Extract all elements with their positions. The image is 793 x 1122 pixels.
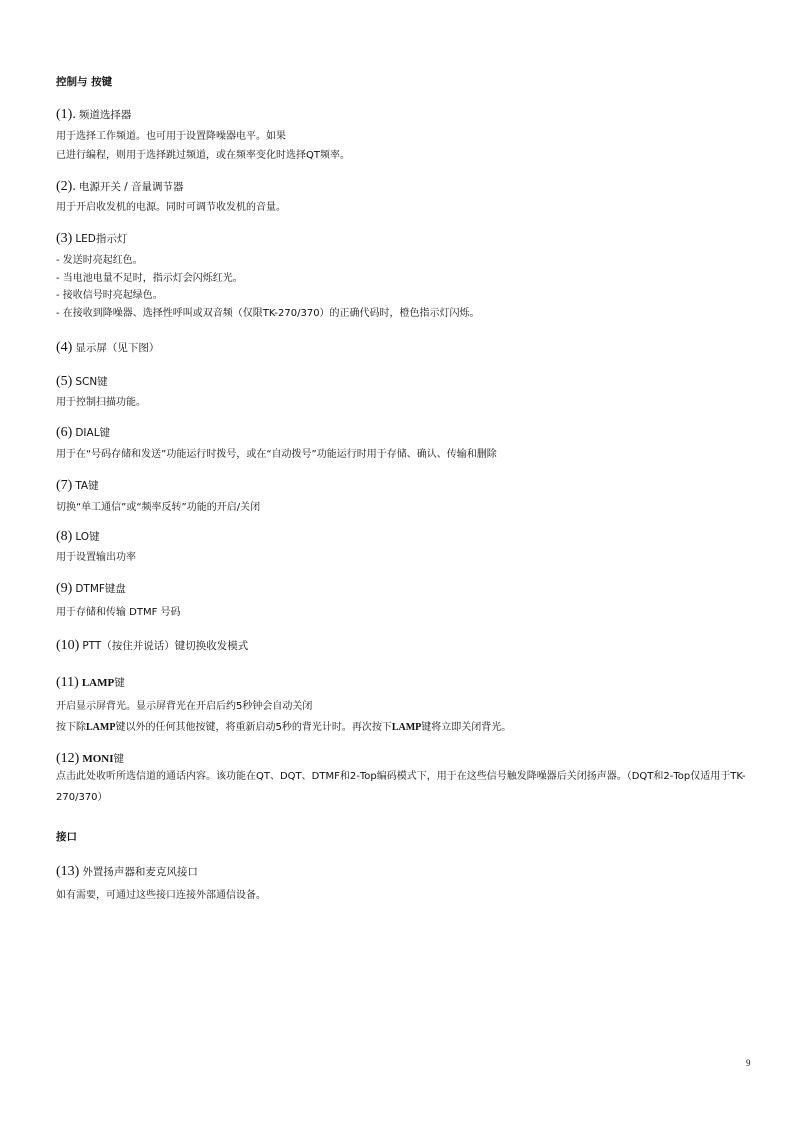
section-heading-ports: 接口 xyxy=(56,831,77,843)
item-9-line-1: 用于存储和传输 DTMF 号码 xyxy=(56,607,181,618)
item-11-line-1: 开启显示屏背光。显示屏背光在开启后约5秒钟会自动关闭 xyxy=(56,701,313,712)
item-8-line-1: 用于设置输出功率 xyxy=(56,552,136,563)
item-6-title: (6) DIAL键 xyxy=(56,425,111,440)
item-13-line-1: 如有需要，可通过这些接口连接外部通信设备。 xyxy=(56,890,266,901)
item-1-line-1: 用于选择工作频道。也可用于设置降噪器电平。如果 xyxy=(56,131,286,142)
section-heading-controls: 控制与 按键 xyxy=(56,76,113,88)
item-2-title: (2). 电源开关 / 音量调节器 xyxy=(56,179,184,194)
item-12-title: (12) MONI键 xyxy=(56,751,124,766)
item-9-title: (9) DTMF键盘 xyxy=(56,581,126,596)
item-11-line-2: 按下除LAMP键以外的任何其他按键，将重新启动5秒的背光计时。再次按下LAMP键将立即关闭背光。 xyxy=(56,722,512,733)
item-3-line-4: - 在接收到降噪器、选择性呼叫或双音频（仅限TK-270/370）的正确代码时，橙色指示灯闪烁。 xyxy=(56,308,480,319)
item-10-title: (10) PTT（按住并说话）键切换收发模式 xyxy=(56,638,249,653)
item-5-title: (5) SCN键 xyxy=(56,374,108,389)
item-6-line-1: 用于在“号码存储和发送”功能运行时拨号，或在“自动拨号”功能运行时用于存储、确认、传输和删除 xyxy=(56,449,497,460)
item-3-line-3: - 接收信号时亮起绿色。 xyxy=(56,290,163,301)
item-7-line-1: 切换“单工通信”或“频率反转”功能的开启/关闭 xyxy=(56,502,261,513)
item-3-line-1: - 发送时亮起红色。 xyxy=(56,255,143,266)
item-12-line-1: 点击此处收听所选信道的通话内容。该功能在QT、DQT、DTMF和2-Top编码模式下，用于在这些信号触发降噪器后关闭扬声器。（DQT和2-Top仅适用于TK-270/370） xyxy=(56,771,746,803)
item-3-title: (3) LED指示灯 xyxy=(56,231,128,246)
page-number: 9 xyxy=(746,1058,751,1068)
item-4-title: (4) 显示屏（见下图） xyxy=(56,340,160,355)
item-13-title: (13) 外置扬声器和麦克风接口 xyxy=(56,864,198,879)
item-11-title: (11) LAMP键 xyxy=(56,675,125,690)
item-2-line-1: 用于开启收发机的电源。同时可调节收发机的音量。 xyxy=(56,202,286,213)
item-8-title: (8) LO键 xyxy=(56,529,100,544)
item-1-line-2: 已进行编程，则用于选择跳过频道，或在频率变化时选择QT频率。 xyxy=(56,150,350,161)
item-7-title: (7) TA键 xyxy=(56,478,99,493)
item-5-line-1: 用于控制扫描功能。 xyxy=(56,397,146,408)
item-3-line-2: - 当电池电量不足时，指示灯会闪烁红光。 xyxy=(56,273,243,284)
item-1-title: (1). 频道选择器 xyxy=(56,107,132,122)
